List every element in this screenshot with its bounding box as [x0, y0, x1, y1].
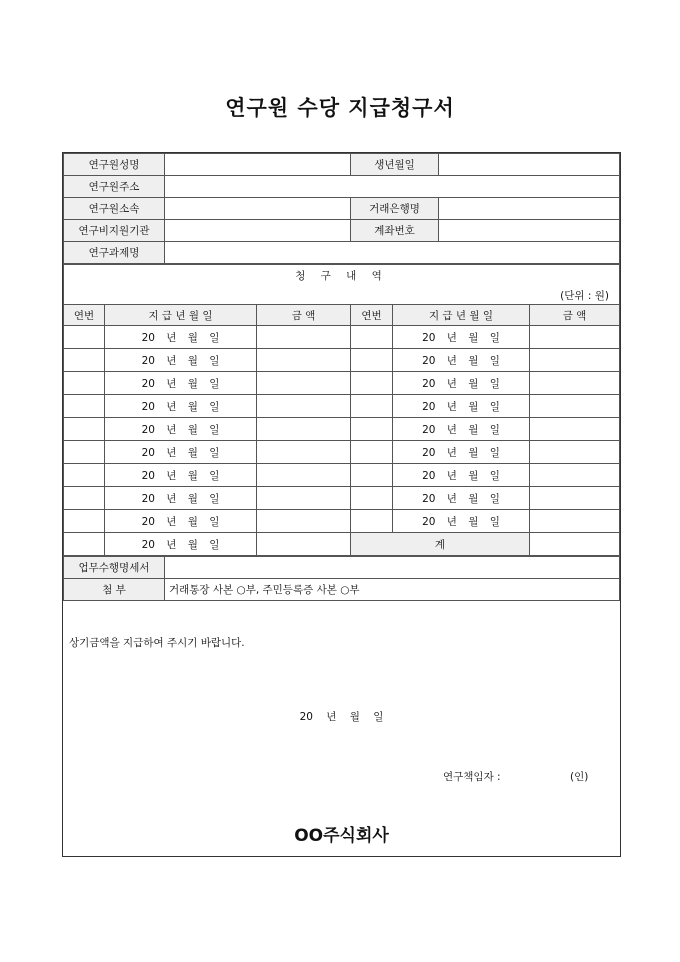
claim-amount-cell[interactable] — [257, 487, 351, 510]
affiliation-field[interactable] — [165, 198, 351, 220]
claim-date-cell[interactable]: 20 년 월 일 — [105, 395, 257, 418]
claim-amount-cell[interactable] — [530, 464, 620, 487]
report-field[interactable] — [165, 557, 620, 579]
claim-no-cell[interactable] — [64, 418, 105, 441]
request-text: 상기금액을 지급하여 주시기 바랍니다. — [69, 637, 245, 649]
request-section — [63, 609, 620, 855]
claim-no-cell[interactable] — [64, 441, 105, 464]
claim-amount-cell[interactable] — [257, 418, 351, 441]
unit-note: (단위 : 원) — [64, 287, 620, 305]
researcher-name-label: 연구원성명 — [64, 154, 165, 176]
claim-no-cell[interactable] — [351, 418, 393, 441]
claim-date-cell[interactable]: 20 년 월 일 — [393, 395, 530, 418]
col-amount-right: 금 액 — [530, 305, 620, 326]
col-no-left: 연번 — [64, 305, 105, 326]
claim-form — [62, 152, 621, 857]
affiliation-label: 연구원소속 — [64, 198, 165, 220]
address-label: 연구원주소 — [64, 176, 165, 198]
claim-amount-cell[interactable] — [257, 510, 351, 533]
claim-date-cell[interactable]: 20 년 월 일 — [105, 372, 257, 395]
attach-label: 첨 부 — [64, 579, 165, 601]
claim-date-cell[interactable]: 20 년 월 일 — [393, 441, 530, 464]
claim-no-cell[interactable] — [351, 464, 393, 487]
claim-date-cell[interactable]: 20 년 월 일 — [105, 464, 257, 487]
claim-date-cell[interactable]: 20 년 월 일 — [105, 349, 257, 372]
project-label: 연구과제명 — [64, 242, 165, 264]
claim-no-cell[interactable] — [351, 372, 393, 395]
claim-row — [64, 510, 620, 533]
claim-table — [63, 264, 620, 556]
claim-no-cell[interactable] — [64, 487, 105, 510]
col-date-left: 지 급 년 월 일 — [105, 305, 257, 326]
researcher-name-field[interactable] — [165, 154, 351, 176]
account-field[interactable] — [439, 220, 620, 242]
claim-amount-cell[interactable] — [257, 533, 351, 556]
project-field[interactable] — [165, 242, 620, 264]
col-amount-left: 금 액 — [257, 305, 351, 326]
claim-amount-cell[interactable] — [257, 395, 351, 418]
claim-amount-cell[interactable] — [257, 464, 351, 487]
funding-org-label: 연구비지원기관 — [64, 220, 165, 242]
claim-amount-cell[interactable] — [530, 418, 620, 441]
claim-no-cell[interactable] — [64, 326, 105, 349]
claim-row — [64, 487, 620, 510]
seal-mark: (인) — [570, 771, 589, 783]
claim-no-cell[interactable] — [351, 487, 393, 510]
claim-no-cell[interactable] — [351, 441, 393, 464]
col-no-right: 연번 — [351, 305, 393, 326]
attach-value: 거래통장 사본 ○부, 주민등록증 사본 ○부 — [165, 579, 620, 601]
info-table — [63, 153, 620, 264]
claim-row — [64, 464, 620, 487]
claim-row — [64, 349, 620, 372]
claim-row — [64, 395, 620, 418]
claim-no-cell[interactable] — [351, 395, 393, 418]
claim-date-cell[interactable]: 20 년 월 일 — [105, 487, 257, 510]
claim-amount-cell[interactable] — [530, 395, 620, 418]
claim-no-cell[interactable] — [64, 349, 105, 372]
claim-date-cell[interactable]: 20 년 월 일 — [393, 349, 530, 372]
claim-amount-cell[interactable] — [257, 441, 351, 464]
claim-date-cell[interactable]: 20 년 월 일 — [105, 441, 257, 464]
bank-field[interactable] — [439, 198, 620, 220]
claim-amount-cell[interactable] — [257, 349, 351, 372]
claim-row — [64, 326, 620, 349]
request-date: 20 년 월 일 — [299, 711, 384, 723]
company-name: OO주식회사 — [294, 826, 389, 846]
claim-date-cell[interactable]: 20 년 월 일 — [393, 487, 530, 510]
claim-amount-cell[interactable] — [530, 510, 620, 533]
claim-no-cell[interactable] — [64, 372, 105, 395]
claim-date-cell[interactable]: 20 년 월 일 — [393, 418, 530, 441]
claim-date-cell[interactable]: 20 년 월 일 — [393, 464, 530, 487]
claim-amount-cell[interactable] — [530, 372, 620, 395]
col-date-right: 지 급 년 월 일 — [393, 305, 530, 326]
claim-date-cell[interactable]: 20 년 월 일 — [393, 510, 530, 533]
claim-amount-cell[interactable] — [257, 372, 351, 395]
claim-row — [64, 372, 620, 395]
claim-no-cell[interactable] — [351, 349, 393, 372]
report-label: 업무수행명세서 — [64, 557, 165, 579]
claim-no-cell[interactable] — [351, 326, 393, 349]
address-field[interactable] — [165, 176, 620, 198]
claim-amount-cell[interactable] — [530, 441, 620, 464]
total-amount-cell[interactable] — [530, 533, 620, 556]
claim-row — [64, 418, 620, 441]
birth-date-field[interactable] — [439, 154, 620, 176]
bank-label: 거래은행명 — [351, 198, 439, 220]
claim-rows — [64, 326, 620, 533]
claim-date-cell[interactable]: 20 년 월 일 — [105, 326, 257, 349]
claim-no-cell[interactable] — [64, 464, 105, 487]
document-title: 연구원 수당 지급청구서 — [225, 96, 455, 120]
claim-date-cell[interactable]: 20 년 월 일 — [105, 418, 257, 441]
claim-date-cell[interactable]: 20 년 월 일 — [105, 533, 257, 556]
claim-amount-cell[interactable] — [257, 326, 351, 349]
claim-amount-cell[interactable] — [530, 326, 620, 349]
claim-amount-cell[interactable] — [530, 487, 620, 510]
birth-date-label: 생년월일 — [351, 154, 439, 176]
total-label: 계 — [351, 533, 530, 556]
claim-heading: 청 구 내 역 — [64, 265, 620, 287]
signer-label: 연구책임자 : — [443, 771, 501, 783]
claim-no-cell[interactable] — [64, 395, 105, 418]
claim-date-cell[interactable]: 20 년 월 일 — [105, 510, 257, 533]
claim-amount-cell[interactable] — [530, 349, 620, 372]
claim-no-cell[interactable] — [351, 510, 393, 533]
claim-no-cell[interactable] — [64, 510, 105, 533]
funding-org-field[interactable] — [165, 220, 351, 242]
attach-table — [63, 556, 620, 601]
claim-no-cell[interactable] — [64, 533, 105, 556]
claim-date-cell[interactable]: 20 년 월 일 — [393, 326, 530, 349]
account-label: 계좌번호 — [351, 220, 439, 242]
claim-row — [64, 441, 620, 464]
claim-date-cell[interactable]: 20 년 월 일 — [393, 372, 530, 395]
